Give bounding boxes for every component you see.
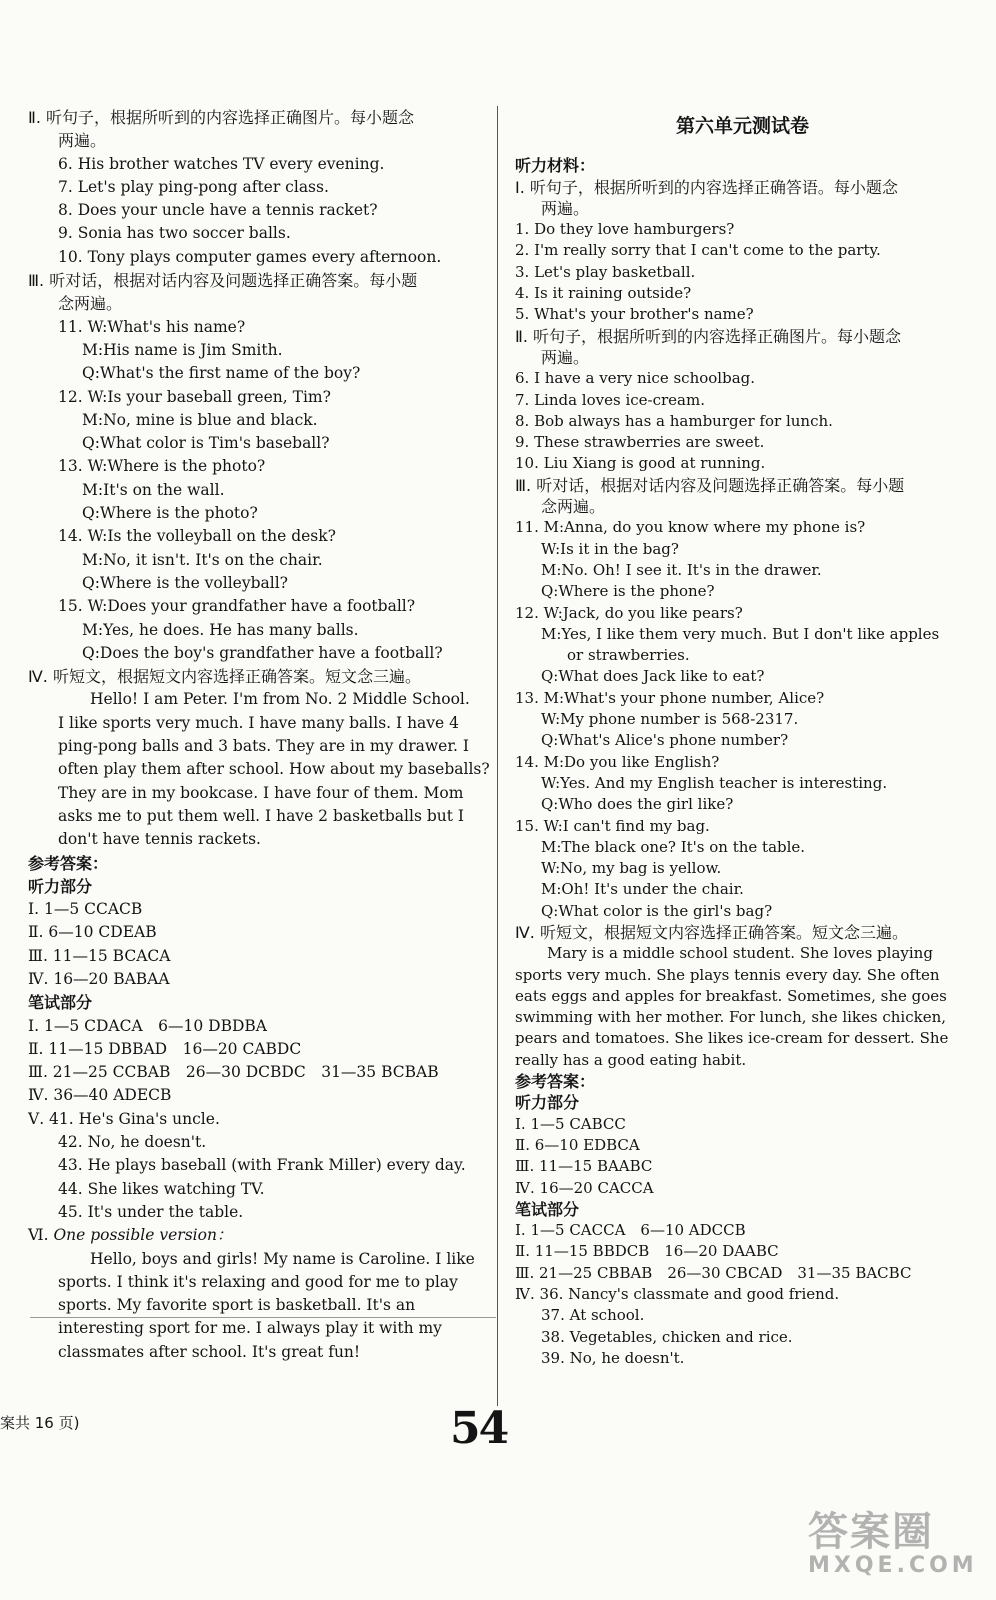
answer-line: Ⅰ. 1—5 CABCC — [515, 1114, 626, 1133]
list-item: 3. Let's play basketball. — [515, 262, 696, 281]
passage-line: eats eggs and apples for breakfast. Sometimes, she goes — [515, 986, 947, 1005]
answer-line: 45. It's under the table. — [58, 1202, 244, 1221]
section-2-title-cont: 两遍。 — [541, 347, 590, 367]
section-3-title-cont: 念两遍。 — [541, 497, 606, 517]
dialogue-line: W:My phone number is 568-2317. — [541, 710, 799, 729]
passage-line: I like sports very much. I have many balls. I have 4 — [58, 713, 460, 732]
dialogue-line: 14. W:Is the volleyball on the desk? — [58, 527, 336, 546]
dialogue-line: M:No. Oh! I see it. It's in the drawer. — [541, 560, 822, 579]
dialogue-line: Q:What color is Tim's baseball? — [82, 434, 330, 453]
dialogue-line: 13. M:What's your phone number, Alice? — [515, 688, 825, 707]
essay-line: sports. I think it's relaxing and good for me to play — [58, 1272, 458, 1291]
answer-line: 37. At school. — [541, 1306, 645, 1325]
list-item: 9. These strawberries are sweet. — [515, 433, 765, 452]
passage-line: often play them after school. How about my baseballs? — [58, 760, 490, 779]
list-item: 9. Sonia has two soccer balls. — [58, 224, 291, 243]
section-1-title-cont: 两遍。 — [541, 198, 590, 218]
answer-line: Ⅱ. 6—10 CDEAB — [28, 923, 157, 942]
list-item: 6. His brother watches TV every evening. — [58, 154, 385, 173]
section-2-title-cont: 两遍。 — [58, 131, 107, 151]
section-1-title: Ⅰ. 听句子，根据所听到的内容选择正确答语。每小题念 — [515, 177, 898, 197]
passage-line: pears and tomatoes. She likes ice-cream for dessert. She — [515, 1029, 949, 1048]
dialogue-line: M:No, mine is blue and black. — [82, 410, 318, 429]
essay-line: interesting sport for me. I always play it with my — [58, 1319, 442, 1338]
section-4-title: Ⅳ. 听短文，根据短文内容选择正确答案。短文念三遍。 — [28, 667, 421, 687]
passage-line: swimming with her mother. For lunch, she likes chicken, — [515, 1008, 947, 1027]
list-item: 2. I'm really sorry that I can't come to the party. — [515, 241, 881, 260]
essay-line: classmates after school. It's great fun! — [58, 1342, 361, 1361]
dialogue-line: Q:What color is the girl's bag? — [541, 901, 773, 920]
answer-line: 39. No, he doesn't. — [541, 1348, 685, 1367]
materials-label: 听力材料： — [515, 156, 596, 176]
answer-line: 43. He plays baseball (with Frank Miller) every day. — [58, 1156, 466, 1175]
dialogue-line: M:No, it isn't. It's on the chair. — [82, 550, 323, 569]
dialogue-line: 15. W:I can't find my bag. — [515, 816, 710, 835]
left-column — [28, 106, 490, 1364]
answer-line: Ⅳ. 36. Nancy's classmate and good friend. — [515, 1285, 840, 1304]
section-3-title: Ⅲ. 听对话，根据对话内容及问题选择正确答案。每小题 — [515, 475, 905, 495]
watermark-url: MXQE.COM — [808, 1553, 978, 1578]
answer-line: Ⅰ. 1—5 CDACA 6—10 DBDBA — [28, 1016, 268, 1035]
passage-line: They are in my bookcase. I have four of them. Mom — [58, 783, 464, 802]
passage-line: ping-pong balls and 3 bats. They are in my drawer. I — [58, 737, 469, 756]
written-label: 笔试部分 — [28, 993, 93, 1013]
column-divider — [497, 106, 498, 1406]
list-item: 8. Bob always has a hamburger for lunch. — [515, 411, 833, 430]
listening-label: 听力部分 — [28, 876, 93, 896]
list-item: 4. Is it raining outside? — [515, 284, 692, 303]
dialogue-line: M:The black one? It's on the table. — [541, 837, 806, 856]
answer-line: Ⅱ. 11—15 BBDCB 16—20 DAABC — [515, 1242, 779, 1261]
passage-line: asks me to put them well. I have 2 basketballs but I — [58, 806, 465, 825]
answer-line: Ⅴ. 41. He's Gina's uncle. — [28, 1109, 220, 1128]
right-column — [515, 106, 970, 1369]
answer-line: Ⅲ. 21—25 CBBAB 26—30 CBCAD 31—35 BACBC — [515, 1263, 912, 1282]
section-4-title: Ⅳ. 听短文，根据短文内容选择正确答案。短文念三遍。 — [515, 922, 908, 942]
essay — [28, 1248, 480, 1364]
dialogue-line: Q:Who does the girl like? — [541, 795, 734, 814]
footer-note: 案共 16 页) — [0, 1414, 80, 1432]
answer-line: Ⅲ. 11—15 BCACA — [28, 946, 171, 965]
answer-line: Ⅰ. 1—5 CCACB — [28, 900, 143, 919]
dialogue-line: W:No, my bag is yellow. — [541, 859, 722, 878]
section-2-title: Ⅱ. 听句子，根据所听到的内容选择正确图片。每小题念 — [515, 326, 902, 346]
answer-line: Ⅳ. 16—20 BABAA — [28, 969, 170, 988]
watermark-text: 答案圈 — [808, 1509, 934, 1555]
list-item: 7. Linda loves ice-cream. — [515, 390, 705, 409]
section-3-title: Ⅲ. 听对话，根据对话内容及问题选择正确答案。每小题 — [28, 271, 418, 291]
list-item: 6. I have a very nice schoolbag. — [515, 369, 756, 388]
list-item: 1. Do they love hamburgers? — [515, 220, 735, 239]
passage-line: really has a good eating habit. — [515, 1050, 747, 1069]
list-item: 10. Tony plays computer games every afternoon. — [58, 247, 442, 266]
essay-line: Hello, boys and girls! My name is Caroline. I like — [90, 1249, 475, 1268]
dialogue-line: M:Yes, I like them very much. But I don't like apples — [541, 624, 940, 643]
passage-line: Hello! I am Peter. I'm from No. 2 Middle School. — [90, 690, 470, 709]
passage-line: don't have tennis rackets. — [58, 830, 261, 849]
dialogue-line: 12. W:Jack, do you like pears? — [515, 603, 743, 622]
listening-label: 听力部分 — [515, 1093, 580, 1113]
dialogue-line: 11. M:Anna, do you know where my phone is? — [515, 518, 866, 537]
essay-heading — [28, 1224, 480, 1247]
dialogue-line: M:Yes, he does. He has many balls. — [82, 620, 359, 639]
answer-line: 42. No, he doesn't. — [58, 1133, 207, 1152]
answer-line: Ⅲ. 21—25 CCBAB 26—30 DCBDC 31—35 BCBAB — [28, 1063, 439, 1082]
passage-line: Mary is a middle school student. She loves playing — [547, 944, 933, 963]
dialogue-line: Q:Where is the photo? — [82, 504, 258, 523]
dialogue-line: 15. W:Does your grandfather have a football? — [58, 597, 416, 616]
answer-line: Ⅱ. 11—15 DBBAD 16—20 CABDC — [28, 1039, 302, 1058]
essay-line: sports. My favorite sport is basketball. It's an — [58, 1296, 416, 1315]
answer-line: Ⅳ. 16—20 CACCA — [515, 1178, 654, 1197]
list-item: 5. What's your brother's name? — [515, 305, 754, 324]
dialogue-line: W:Is it in the bag? — [541, 539, 679, 558]
dialogue-line: Q:What's the first name of the boy? — [82, 364, 361, 383]
section-3-title-cont: 念两遍。 — [58, 294, 123, 314]
page-number: 54 — [450, 1403, 508, 1454]
list-item: 10. Liu Xiang is good at running. — [515, 454, 766, 473]
passage — [515, 943, 970, 1071]
answer-line: 44. She likes watching TV. — [58, 1179, 265, 1198]
dialogue-line: 12. W:Is your baseball green, Tim? — [58, 387, 331, 406]
dialogue-line: 11. W:What's his name? — [58, 317, 246, 336]
answers-label: 参考答案： — [515, 1072, 596, 1092]
list-item: 8. Does your uncle have a tennis racket? — [58, 201, 378, 220]
answer-line: 38. Vegetables, chicken and rice. — [541, 1327, 793, 1346]
watermark-logo — [808, 1500, 988, 1592]
answer-line: Ⅱ. 6—10 EDBCA — [515, 1135, 640, 1154]
dialogue-line: W:Yes. And my English teacher is interesting. — [541, 773, 888, 792]
dialogue-line: or strawberries. — [567, 646, 690, 665]
dialogue-line: M:It's on the wall. — [82, 480, 225, 499]
dialogue-line: Q:What's Alice's phone number? — [541, 731, 789, 750]
dialogue-line: 14. M:Do you like English? — [515, 752, 720, 771]
essay-version-label: One possible version： — [53, 1226, 233, 1245]
passage — [28, 688, 490, 851]
passage-line: sports very much. She plays tennis every day. She often — [515, 965, 940, 984]
unit-title: 第六单元测试卷 — [675, 115, 809, 137]
section-2-title: Ⅱ. 听句子，根据所听到的内容选择正确图片。每小题念 — [28, 108, 415, 127]
answer-line: Ⅲ. 11—15 BAABC — [515, 1157, 653, 1176]
answer-line: Ⅳ. 36—40 ADECB — [28, 1086, 172, 1105]
answer-line: Ⅰ. 1—5 CACCA 6—10 ADCCB — [515, 1221, 746, 1240]
dialogue-line: Q:What does Jack like to eat? — [541, 667, 765, 686]
list-item: 7. Let's play ping-pong after class. — [58, 177, 329, 196]
dialogue-line: Q:Does the boy's grandfather have a football? — [82, 643, 443, 662]
dialogue-line: M:His name is Jim Smith. — [82, 340, 283, 359]
essay-section-label: Ⅵ. — [28, 1226, 49, 1245]
dialogue-line: M:Oh! It's under the chair. — [541, 880, 744, 899]
dialogue-line: Q:Where is the phone? — [541, 582, 715, 601]
dialogue-line: 13. W:Where is the photo? — [58, 457, 266, 476]
dialogue-line: Q:Where is the volleyball? — [82, 573, 288, 592]
answers-label: 参考答案： — [28, 853, 109, 873]
written-label: 笔试部分 — [515, 1199, 580, 1219]
